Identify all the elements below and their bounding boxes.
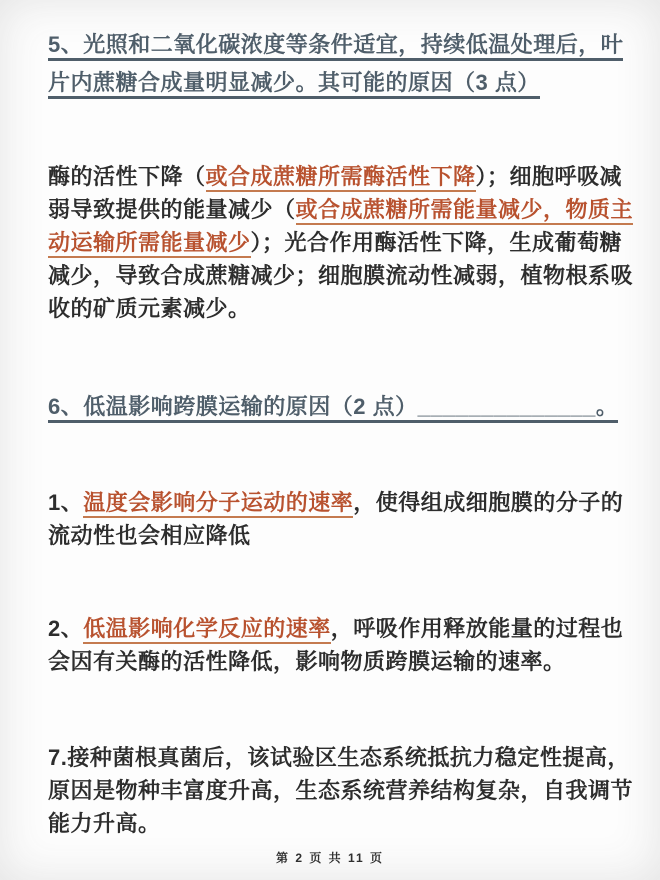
question-7-paragraph <box>48 741 634 840</box>
text-segment: 弱导致提供的能量减少（ <box>48 197 296 222</box>
key-phrase: 或合成蔗糖所需能量减少，物质主 <box>296 197 634 225</box>
text-segment: 收的矿质元素减少。 <box>48 296 251 321</box>
answer-6-point-2 <box>48 612 624 678</box>
key-phrase: 或合成蔗糖所需酶活性下降 <box>206 164 476 192</box>
key-phrase: 低温影响化学反应的速率 <box>83 616 331 644</box>
key-phrase: 动运输所需能量减少 <box>48 230 251 258</box>
text-segment: 原因是物种丰富度升高，生态系统营养结构复杂，自我调节 <box>48 778 634 803</box>
text-segment: 流动性也会相应降低 <box>48 523 251 548</box>
answer-5-line-3 <box>48 226 623 259</box>
question-5-line-1 <box>48 26 624 64</box>
heading-text: 6、低温影响跨膜运输的原因（2 点）______________。 <box>48 394 618 423</box>
question-6-heading <box>48 388 619 426</box>
answer-6-point-1-line-2 <box>48 519 612 552</box>
text-segment: 会因有关酶的活性降低，影响物质跨膜运输的速率。 <box>48 649 566 674</box>
question-7-line-1 <box>48 741 630 774</box>
question-7-line-3 <box>48 807 612 840</box>
page-number: 第 2 页 共 11 页 <box>275 851 385 865</box>
text-segment: ，使得组成细胞膜的分子的 <box>353 490 624 515</box>
heading-text: 5、光照和二氧化碳浓度等条件适宜，持续低温处理后，叶 <box>48 32 623 61</box>
answer-6-point-1 <box>48 486 624 552</box>
answer-6-point-1-line-1 <box>48 486 624 519</box>
text-segment: 7.接种菌根真菌后，该试验区生态系统抵抗力稳定性提高， <box>48 745 630 770</box>
answer-5-line-4 <box>48 259 634 292</box>
heading-text: 片内蔗糖合成量明显减少。其可能的原因（3 点） <box>48 70 540 99</box>
text-segment: ，呼吸作用释放能量的过程也 <box>330 616 624 641</box>
text-segment: 减少，导致合成蔗糖减少；细胞膜流动性减弱，植物根系吸 <box>48 263 634 288</box>
text-segment: ）；细胞呼吸减 <box>475 164 623 189</box>
text-segment: ）；光合作用酶活性下降，生成葡萄糖 <box>250 230 623 255</box>
text-segment: 酶的活性下降（ <box>48 164 206 189</box>
question-5-line-2 <box>48 64 612 102</box>
answer-6-point-2-line-1 <box>48 612 624 645</box>
answer-5-paragraph <box>48 160 634 325</box>
text-segment: 能力升高。 <box>48 811 161 836</box>
answer-5-line-1 <box>48 160 623 193</box>
key-phrase: 温度会影响分子运动的速率 <box>83 490 353 518</box>
question-7-line-2 <box>48 774 634 807</box>
answer-6-point-2-line-2 <box>48 645 612 678</box>
list-number: 2、 <box>48 616 84 641</box>
question-6-line-1 <box>48 388 619 426</box>
list-number: 1、 <box>48 490 84 515</box>
answer-5-line-2 <box>48 193 634 226</box>
answer-5-line-5 <box>48 292 612 325</box>
question-5-heading <box>48 26 624 102</box>
